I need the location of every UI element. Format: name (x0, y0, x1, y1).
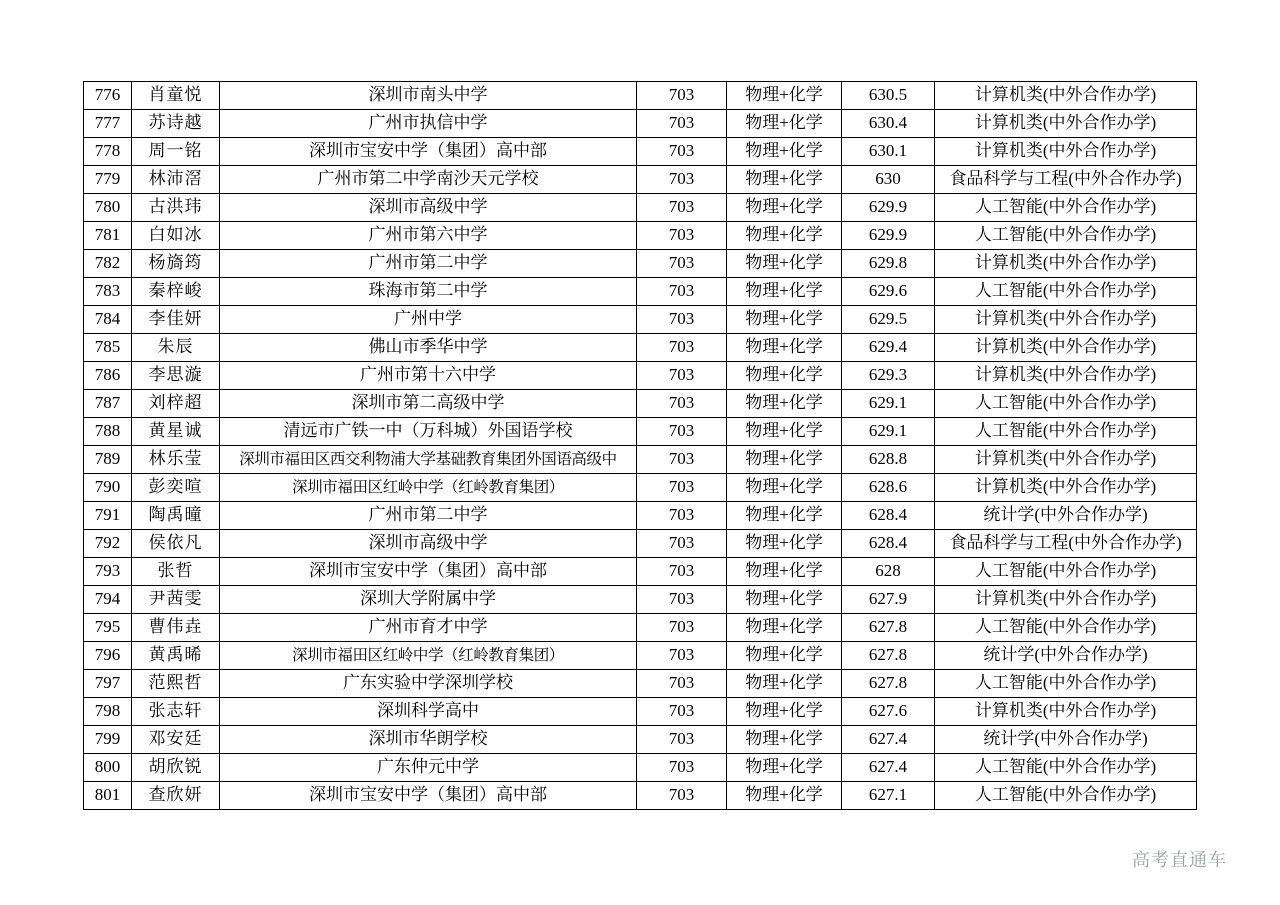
cell-major: 统计学(中外合作办学) (935, 502, 1197, 530)
table-row (84, 222, 1197, 250)
cell-school: 广州市执信中学 (220, 110, 637, 138)
table-row (84, 558, 1197, 586)
cell-name: 邓安廷 (132, 726, 220, 754)
table-row (84, 502, 1197, 530)
table-row (84, 250, 1197, 278)
table-row (84, 278, 1197, 306)
cell-major: 统计学(中外合作办学) (935, 642, 1197, 670)
cell-subject: 物理+化学 (727, 474, 842, 502)
cell-name: 胡欣锐 (132, 754, 220, 782)
cell-name: 黄禹晞 (132, 642, 220, 670)
cell-name: 曹伟垚 (132, 614, 220, 642)
cell-major: 人工智能(中外合作办学) (935, 390, 1197, 418)
cell-name: 刘梓超 (132, 390, 220, 418)
cell-cutoff-score: 703 (637, 530, 727, 558)
cell-subject: 物理+化学 (727, 530, 842, 558)
cell-major: 计算机类(中外合作办学) (935, 698, 1197, 726)
cell-rank: 781 (84, 222, 132, 250)
cell-major: 食品科学与工程(中外合作办学) (935, 530, 1197, 558)
cell-school: 清远市广铁一中（万科城）外国语学校 (220, 418, 637, 446)
cell-cutoff-score: 703 (637, 614, 727, 642)
cell-school: 广州中学 (220, 306, 637, 334)
cell-school: 深圳科学高中 (220, 698, 637, 726)
cell-major: 人工智能(中外合作办学) (935, 222, 1197, 250)
cell-school: 珠海市第二中学 (220, 278, 637, 306)
cell-admitted-score: 629.3 (842, 362, 935, 390)
cell-name: 朱辰 (132, 334, 220, 362)
cell-admitted-score: 627.8 (842, 614, 935, 642)
cell-rank: 784 (84, 306, 132, 334)
cell-name: 林乐莹 (132, 446, 220, 474)
cell-major: 人工智能(中外合作办学) (935, 614, 1197, 642)
cell-school: 广州市第二中学南沙天元学校 (220, 166, 637, 194)
cell-major: 计算机类(中外合作办学) (935, 306, 1197, 334)
cell-name: 肖童悦 (132, 82, 220, 110)
cell-major: 食品科学与工程(中外合作办学) (935, 166, 1197, 194)
cell-subject: 物理+化学 (727, 754, 842, 782)
cell-admitted-score: 627.8 (842, 670, 935, 698)
cell-school: 深圳市高级中学 (220, 194, 637, 222)
table-row (84, 390, 1197, 418)
cell-subject: 物理+化学 (727, 726, 842, 754)
cell-cutoff-score: 703 (637, 698, 727, 726)
cell-rank: 778 (84, 138, 132, 166)
admission-score-table (83, 81, 1197, 810)
table-row (84, 530, 1197, 558)
cell-cutoff-score: 703 (637, 194, 727, 222)
cell-major: 人工智能(中外合作办学) (935, 558, 1197, 586)
cell-admitted-score: 627.4 (842, 754, 935, 782)
cell-admitted-score: 629.8 (842, 250, 935, 278)
cell-school: 广州市第二中学 (220, 250, 637, 278)
cell-name: 周一铭 (132, 138, 220, 166)
cell-cutoff-score: 703 (637, 418, 727, 446)
cell-subject: 物理+化学 (727, 306, 842, 334)
cell-major: 计算机类(中外合作办学) (935, 82, 1197, 110)
cell-school: 广东实验中学深圳学校 (220, 670, 637, 698)
cell-major: 计算机类(中外合作办学) (935, 334, 1197, 362)
cell-admitted-score: 628.4 (842, 502, 935, 530)
cell-cutoff-score: 703 (637, 138, 727, 166)
cell-major: 人工智能(中外合作办学) (935, 278, 1197, 306)
cell-admitted-score: 628.6 (842, 474, 935, 502)
table-row (84, 418, 1197, 446)
cell-rank: 788 (84, 418, 132, 446)
cell-school: 深圳市福田区西交利物浦大学基础教育集团外国语高级中 (220, 446, 637, 474)
cell-subject: 物理+化学 (727, 166, 842, 194)
cell-major: 人工智能(中外合作办学) (935, 782, 1197, 810)
cell-name: 范熙哲 (132, 670, 220, 698)
cell-admitted-score: 627.6 (842, 698, 935, 726)
cell-rank: 798 (84, 698, 132, 726)
cell-name: 李思漩 (132, 362, 220, 390)
cell-subject: 物理+化学 (727, 82, 842, 110)
cell-rank: 789 (84, 446, 132, 474)
cell-rank: 787 (84, 390, 132, 418)
cell-major: 计算机类(中外合作办学) (935, 110, 1197, 138)
cell-admitted-score: 629.9 (842, 222, 935, 250)
cell-name: 张哲 (132, 558, 220, 586)
cell-cutoff-score: 703 (637, 474, 727, 502)
cell-subject: 物理+化学 (727, 558, 842, 586)
table-row (84, 782, 1197, 810)
cell-rank: 796 (84, 642, 132, 670)
cell-school: 深圳市华朗学校 (220, 726, 637, 754)
cell-subject: 物理+化学 (727, 586, 842, 614)
cell-school: 深圳市第二高级中学 (220, 390, 637, 418)
table-row (84, 726, 1197, 754)
cell-rank: 793 (84, 558, 132, 586)
cell-admitted-score: 630 (842, 166, 935, 194)
cell-major: 计算机类(中外合作办学) (935, 474, 1197, 502)
cell-cutoff-score: 703 (637, 754, 727, 782)
cell-rank: 782 (84, 250, 132, 278)
cell-admitted-score: 630.1 (842, 138, 935, 166)
cell-name: 林沛滘 (132, 166, 220, 194)
cell-name: 古洪玮 (132, 194, 220, 222)
cell-major: 计算机类(中外合作办学) (935, 362, 1197, 390)
cell-name: 黄星诚 (132, 418, 220, 446)
cell-school: 佛山市季华中学 (220, 334, 637, 362)
cell-school: 深圳市福田区红岭中学（红岭教育集团） (220, 474, 637, 502)
cell-school: 深圳市宝安中学（集团）高中部 (220, 138, 637, 166)
cell-rank: 792 (84, 530, 132, 558)
cell-admitted-score: 627.4 (842, 726, 935, 754)
cell-major: 人工智能(中外合作办学) (935, 754, 1197, 782)
cell-subject: 物理+化学 (727, 614, 842, 642)
cell-subject: 物理+化学 (727, 418, 842, 446)
cell-rank: 800 (84, 754, 132, 782)
table-row (84, 586, 1197, 614)
table-row (84, 166, 1197, 194)
cell-rank: 797 (84, 670, 132, 698)
cell-rank: 785 (84, 334, 132, 362)
cell-major: 统计学(中外合作办学) (935, 726, 1197, 754)
cell-school: 深圳大学附属中学 (220, 586, 637, 614)
cell-rank: 799 (84, 726, 132, 754)
cell-cutoff-score: 703 (637, 82, 727, 110)
cell-admitted-score: 629.6 (842, 278, 935, 306)
cell-cutoff-score: 703 (637, 166, 727, 194)
cell-school: 深圳市南头中学 (220, 82, 637, 110)
watermark-label: 高考直通车 (1132, 850, 1227, 870)
cell-name: 尹茜雯 (132, 586, 220, 614)
cell-cutoff-score: 703 (637, 222, 727, 250)
cell-cutoff-score: 703 (637, 782, 727, 810)
cell-admitted-score: 630.4 (842, 110, 935, 138)
cell-cutoff-score: 703 (637, 250, 727, 278)
table-body (84, 82, 1197, 810)
cell-rank: 779 (84, 166, 132, 194)
cell-rank: 780 (84, 194, 132, 222)
cell-cutoff-score: 703 (637, 726, 727, 754)
cell-rank: 795 (84, 614, 132, 642)
cell-subject: 物理+化学 (727, 390, 842, 418)
table-row (84, 82, 1197, 110)
cell-admitted-score: 627.1 (842, 782, 935, 810)
cell-admitted-score: 629.1 (842, 390, 935, 418)
cell-major: 人工智能(中外合作办学) (935, 418, 1197, 446)
cell-admitted-score: 627.9 (842, 586, 935, 614)
cell-name: 李佳妍 (132, 306, 220, 334)
cell-school: 深圳市宝安中学（集团）高中部 (220, 558, 637, 586)
table-row (84, 642, 1197, 670)
cell-cutoff-score: 703 (637, 334, 727, 362)
cell-subject: 物理+化学 (727, 138, 842, 166)
table-row (84, 698, 1197, 726)
cell-admitted-score: 627.8 (842, 642, 935, 670)
cell-name: 张志轩 (132, 698, 220, 726)
cell-subject: 物理+化学 (727, 334, 842, 362)
table-row (84, 334, 1197, 362)
table-row (84, 446, 1197, 474)
cell-subject: 物理+化学 (727, 782, 842, 810)
cell-subject: 物理+化学 (727, 446, 842, 474)
cell-school: 深圳市高级中学 (220, 530, 637, 558)
cell-school: 深圳市福田区红岭中学（红岭教育集团） (220, 642, 637, 670)
cell-admitted-score: 629.9 (842, 194, 935, 222)
cell-name: 查欣妍 (132, 782, 220, 810)
cell-cutoff-score: 703 (637, 278, 727, 306)
table-row (84, 754, 1197, 782)
cell-name: 苏诗越 (132, 110, 220, 138)
cell-major: 人工智能(中外合作办学) (935, 670, 1197, 698)
cell-admitted-score: 629.4 (842, 334, 935, 362)
cell-rank: 777 (84, 110, 132, 138)
cell-school: 广东仲元中学 (220, 754, 637, 782)
cell-name: 彭奕喧 (132, 474, 220, 502)
cell-rank: 783 (84, 278, 132, 306)
cell-cutoff-score: 703 (637, 558, 727, 586)
cell-name: 白如冰 (132, 222, 220, 250)
cell-admitted-score: 630.5 (842, 82, 935, 110)
cell-name: 秦梓峻 (132, 278, 220, 306)
cell-cutoff-score: 703 (637, 670, 727, 698)
cell-rank: 794 (84, 586, 132, 614)
cell-subject: 物理+化学 (727, 642, 842, 670)
cell-subject: 物理+化学 (727, 278, 842, 306)
table-row (84, 362, 1197, 390)
cell-rank: 801 (84, 782, 132, 810)
table-row (84, 614, 1197, 642)
cell-name: 陶禹曈 (132, 502, 220, 530)
cell-name: 侯依凡 (132, 530, 220, 558)
table-row (84, 110, 1197, 138)
admission-table-container (83, 81, 1196, 810)
cell-subject: 物理+化学 (727, 670, 842, 698)
cell-cutoff-score: 703 (637, 390, 727, 418)
cell-subject: 物理+化学 (727, 194, 842, 222)
cell-major: 计算机类(中外合作办学) (935, 446, 1197, 474)
cell-subject: 物理+化学 (727, 698, 842, 726)
cell-school: 广州市育才中学 (220, 614, 637, 642)
cell-admitted-score: 629.5 (842, 306, 935, 334)
cell-admitted-score: 628.8 (842, 446, 935, 474)
cell-school: 广州市第十六中学 (220, 362, 637, 390)
cell-subject: 物理+化学 (727, 362, 842, 390)
cell-rank: 776 (84, 82, 132, 110)
cell-rank: 786 (84, 362, 132, 390)
cell-cutoff-score: 703 (637, 446, 727, 474)
cell-rank: 790 (84, 474, 132, 502)
cell-subject: 物理+化学 (727, 250, 842, 278)
table-row (84, 194, 1197, 222)
cell-admitted-score: 629.1 (842, 418, 935, 446)
cell-cutoff-score: 703 (637, 586, 727, 614)
cell-rank: 791 (84, 502, 132, 530)
cell-cutoff-score: 703 (637, 502, 727, 530)
cell-admitted-score: 628 (842, 558, 935, 586)
cell-school: 广州市第二中学 (220, 502, 637, 530)
cell-major: 计算机类(中外合作办学) (935, 138, 1197, 166)
cell-cutoff-score: 703 (637, 110, 727, 138)
cell-school: 深圳市宝安中学（集团）高中部 (220, 782, 637, 810)
cell-subject: 物理+化学 (727, 110, 842, 138)
cell-subject: 物理+化学 (727, 502, 842, 530)
table-row (84, 670, 1197, 698)
table-row (84, 474, 1197, 502)
cell-major: 计算机类(中外合作办学) (935, 250, 1197, 278)
cell-cutoff-score: 703 (637, 362, 727, 390)
table-row (84, 138, 1197, 166)
cell-cutoff-score: 703 (637, 306, 727, 334)
cell-school: 广州市第六中学 (220, 222, 637, 250)
cell-cutoff-score: 703 (637, 642, 727, 670)
table-row (84, 306, 1197, 334)
cell-major: 人工智能(中外合作办学) (935, 194, 1197, 222)
cell-name: 杨旖筠 (132, 250, 220, 278)
cell-subject: 物理+化学 (727, 222, 842, 250)
cell-major: 计算机类(中外合作办学) (935, 586, 1197, 614)
cell-admitted-score: 628.4 (842, 530, 935, 558)
